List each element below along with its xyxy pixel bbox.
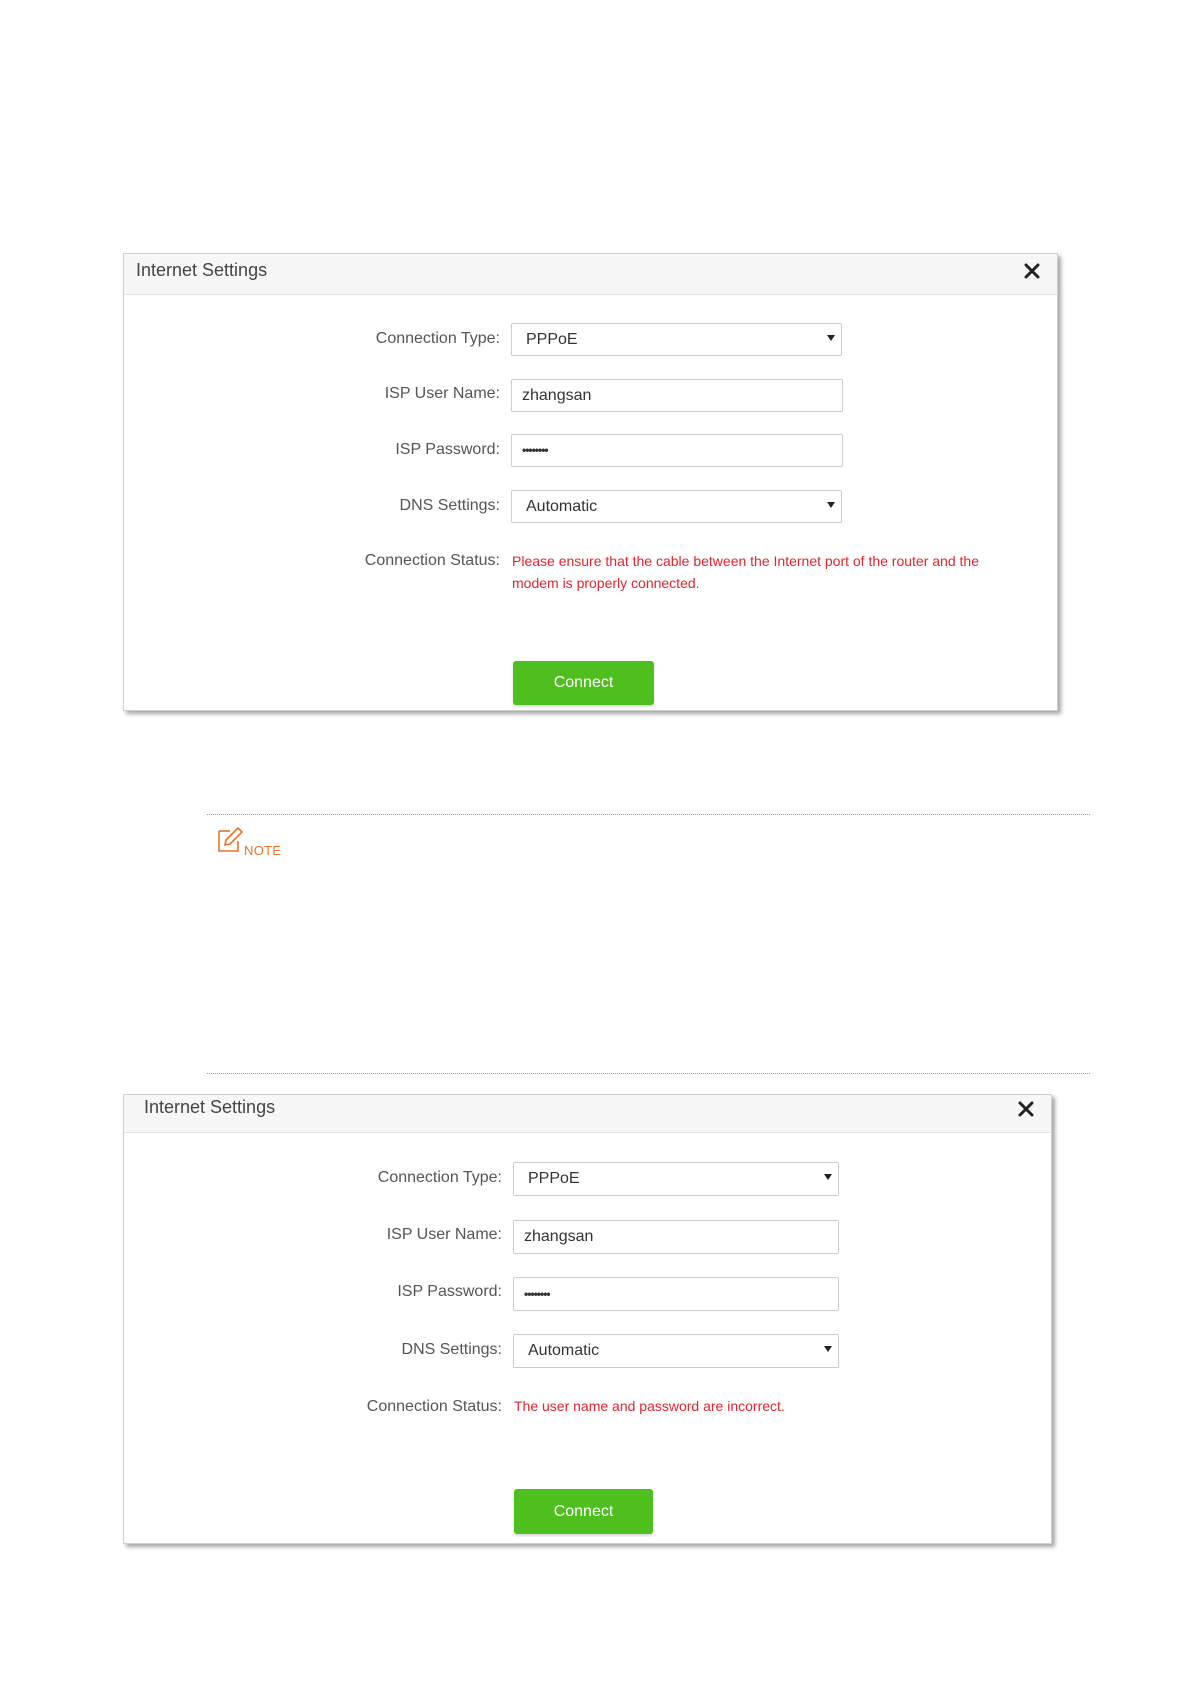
connect-button[interactable]: Connect (513, 661, 654, 705)
connection-type-select[interactable] (513, 1162, 839, 1196)
status-line-2: modem is properly connected. (512, 575, 700, 591)
connection-type-label: Connection Type: (377, 1169, 502, 1186)
isp-user-name-label: ISP User Name: (386, 1226, 502, 1243)
connection-type-value: PPPoE (526, 331, 578, 348)
chevron-down-icon (827, 335, 835, 341)
close-icon[interactable] (1021, 260, 1043, 282)
dns-settings-select[interactable] (511, 490, 842, 523)
dialog-header (124, 254, 1057, 295)
dialog-title: Internet Settings (136, 260, 268, 280)
dns-settings-label: DNS Settings: (401, 1341, 502, 1358)
chevron-down-icon (827, 502, 835, 508)
internet-settings-dialog-2 (123, 1094, 1052, 1544)
note-divider-bottom (207, 1073, 1090, 1074)
edit-note-icon (216, 825, 244, 858)
internet-settings-dialog-1 (123, 253, 1058, 711)
isp-password-input[interactable]: •••••••• (511, 434, 843, 467)
dialog-title: Internet Settings (144, 1097, 276, 1117)
dns-settings-value: Automatic (528, 1342, 600, 1359)
dns-settings-label: DNS Settings: (399, 497, 500, 514)
isp-user-name-input[interactable]: zhangsan (513, 1220, 839, 1254)
connection-status-label: Connection Status: (366, 1398, 502, 1415)
connection-status-text: The user name and password are incorrect. (514, 1398, 785, 1414)
dialog-header (124, 1095, 1051, 1133)
dns-settings-value: Automatic (526, 498, 598, 515)
note-text: NOTE (244, 843, 282, 858)
connection-status-label: Connection Status: (364, 552, 500, 569)
isp-user-name-label: ISP User Name: (384, 385, 500, 402)
chevron-down-icon (824, 1346, 832, 1352)
dns-settings-select[interactable] (513, 1334, 839, 1368)
note-label (216, 825, 281, 858)
connection-type-select[interactable] (511, 323, 842, 356)
note-divider-top (207, 814, 1090, 815)
isp-user-name-input[interactable]: zhangsan (511, 379, 843, 412)
status-line-1: Please ensure that the cable between the Internet port of the router and the (512, 553, 979, 569)
close-icon[interactable] (1015, 1098, 1037, 1120)
connect-button[interactable]: Connect (514, 1489, 653, 1534)
chevron-down-icon (824, 1174, 832, 1180)
isp-password-label: ISP Password: (397, 1283, 502, 1300)
isp-password-input[interactable]: •••••••• (513, 1277, 839, 1311)
connection-status-text (512, 550, 1042, 594)
isp-password-label: ISP Password: (395, 441, 500, 458)
connection-type-label: Connection Type: (375, 330, 500, 347)
connection-type-value: PPPoE (528, 1170, 580, 1187)
